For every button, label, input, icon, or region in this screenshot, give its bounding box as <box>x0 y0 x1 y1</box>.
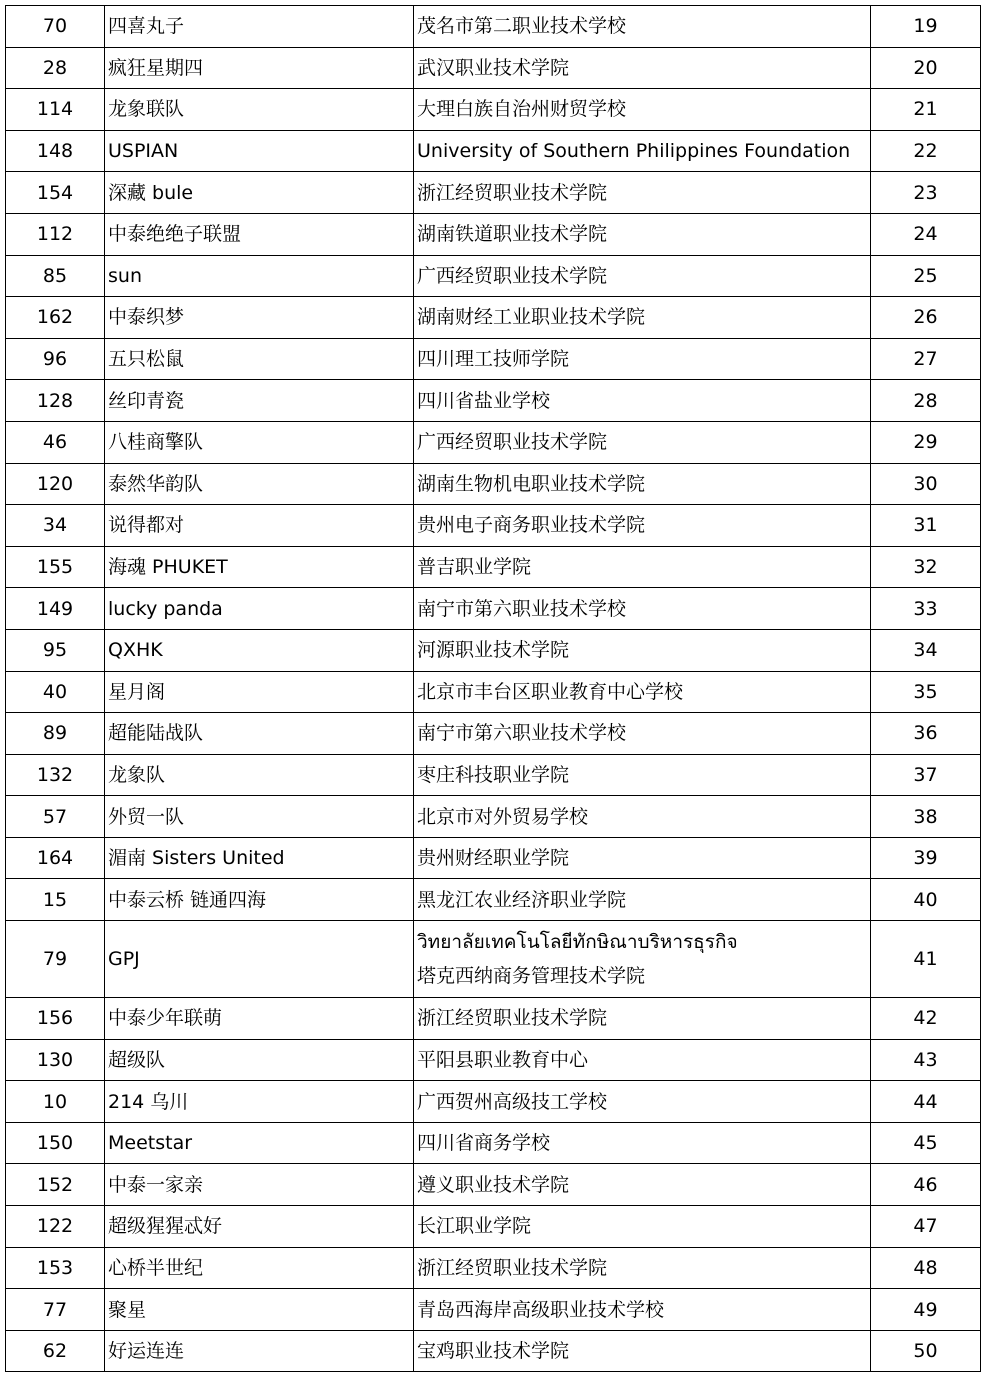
school-name-line: 北京市丰台区职业教育中心学校 <box>417 680 684 703</box>
school-name-cell <box>414 1122 871 1164</box>
school-name-cell <box>414 130 871 172</box>
table-row <box>6 380 981 422</box>
team-id-cell: 132 <box>6 754 105 796</box>
table-row <box>6 1330 981 1372</box>
team-name-cell: 龙象队 <box>105 754 414 796</box>
school-name-line: 长江职业学院 <box>417 1215 532 1238</box>
table-row <box>6 671 981 713</box>
rank-cell: 45 <box>871 1122 981 1164</box>
team-name-cell: 深藏 bule <box>105 172 414 214</box>
rank-cell: 32 <box>871 546 981 588</box>
table-row <box>6 338 981 380</box>
rank-cell: 37 <box>871 754 981 796</box>
school-name-line: วิทยาลัยเทคโนโลยีทักษิณาบริหารธุรกิจ <box>417 931 738 954</box>
team-name-cell: 泰然华韵队 <box>105 463 414 505</box>
school-name-line: 河源职业技术学院 <box>417 639 570 662</box>
table-row <box>6 713 981 755</box>
table-row <box>6 1247 981 1289</box>
school-name-line: 武汉职业技术学院 <box>417 56 570 79</box>
school-name-line: 茂名市第二职业技术学校 <box>417 15 627 38</box>
table-row <box>6 172 981 214</box>
team-name-cell: QXHK <box>105 629 414 671</box>
school-name-line: 浙江经贸职业技术学院 <box>417 181 608 204</box>
table-row <box>6 879 981 921</box>
table-row <box>6 1206 981 1248</box>
school-name-line: 大理白族自治州财贸学校 <box>417 98 627 121</box>
rank-cell: 29 <box>871 421 981 463</box>
school-name-line: 湖南生物机电职业技术学院 <box>417 472 646 495</box>
team-id-cell: 77 <box>6 1289 105 1331</box>
rank-cell: 34 <box>871 629 981 671</box>
rank-cell: 36 <box>871 713 981 755</box>
school-name-line: 浙江经贸职业技术学院 <box>417 1256 608 1279</box>
school-name-line: 贵州财经职业学院 <box>417 847 570 870</box>
team-id-cell: 96 <box>6 338 105 380</box>
rank-cell: 26 <box>871 297 981 339</box>
school-name-line: 遵义职业技术学院 <box>417 1173 570 1196</box>
rank-cell: 33 <box>871 588 981 630</box>
school-name-cell <box>414 754 871 796</box>
school-name-line: 南宁市第六职业技术学校 <box>417 597 627 620</box>
team-name-cell: 说得都对 <box>105 505 414 547</box>
school-name-cell <box>414 1206 871 1248</box>
table-row <box>6 837 981 879</box>
team-id-cell: 112 <box>6 213 105 255</box>
team-id-cell: 128 <box>6 380 105 422</box>
team-name-cell: 心桥半世纪 <box>105 1247 414 1289</box>
team-name-cell: lucky panda <box>105 588 414 630</box>
team-name-cell: 丝印青瓷 <box>105 380 414 422</box>
team-id-cell: 130 <box>6 1039 105 1081</box>
team-id-cell: 120 <box>6 463 105 505</box>
rank-cell: 24 <box>871 213 981 255</box>
team-name-cell: 中泰绝绝子联盟 <box>105 213 414 255</box>
school-name-line: 四川理工技师学院 <box>417 348 570 371</box>
team-id-cell: 150 <box>6 1122 105 1164</box>
school-name-cell <box>414 921 871 998</box>
team-id-cell: 154 <box>6 172 105 214</box>
rank-cell: 27 <box>871 338 981 380</box>
team-name-cell: 疯狂星期四 <box>105 47 414 89</box>
school-name-cell <box>414 546 871 588</box>
school-name-cell <box>414 1081 871 1123</box>
table-row <box>6 1039 981 1081</box>
school-name-line: 湖南铁道职业技术学院 <box>417 223 608 246</box>
school-name-line: 贵州电子商务职业技术学院 <box>417 514 646 537</box>
table-row <box>6 463 981 505</box>
rank-cell: 30 <box>871 463 981 505</box>
rank-cell: 20 <box>871 47 981 89</box>
team-name-cell: 中泰一家亲 <box>105 1164 414 1206</box>
school-name-cell <box>414 1164 871 1206</box>
rank-cell: 50 <box>871 1330 981 1372</box>
rank-cell: 39 <box>871 837 981 879</box>
rank-cell: 35 <box>871 671 981 713</box>
team-id-cell: 40 <box>6 671 105 713</box>
school-name-line: 四川省盐业学校 <box>417 389 551 412</box>
team-name-cell: 四喜丸子 <box>105 6 414 48</box>
team-name-cell: 八桂商擎队 <box>105 421 414 463</box>
school-name-cell <box>414 505 871 547</box>
team-name-cell: 湄南 Sisters United <box>105 837 414 879</box>
table-row <box>6 546 981 588</box>
team-id-cell: 122 <box>6 1206 105 1248</box>
school-name-cell <box>414 713 871 755</box>
school-name-cell <box>414 47 871 89</box>
school-name-line: 枣庄科技职业学院 <box>417 763 570 786</box>
school-name-cell <box>414 213 871 255</box>
rank-cell: 42 <box>871 998 981 1040</box>
school-name-line: 广西贺州高级技工学校 <box>417 1090 608 1113</box>
school-name-cell <box>414 1247 871 1289</box>
team-id-cell: 46 <box>6 421 105 463</box>
rank-cell: 49 <box>871 1289 981 1331</box>
school-name-cell <box>414 629 871 671</box>
team-id-cell: 85 <box>6 255 105 297</box>
school-name-line: University of Southern Philippines Foundation <box>417 140 851 163</box>
school-name-cell <box>414 796 871 838</box>
table-row <box>6 213 981 255</box>
table-row <box>6 629 981 671</box>
rank-cell: 47 <box>871 1206 981 1248</box>
table-row <box>6 1122 981 1164</box>
school-name-cell <box>414 255 871 297</box>
school-name-line: 宝鸡职业技术学院 <box>417 1340 570 1363</box>
team-name-cell: 214 乌川 <box>105 1081 414 1123</box>
team-id-cell: 89 <box>6 713 105 755</box>
team-name-cell: 中泰织梦 <box>105 297 414 339</box>
school-name-line: 湖南财经工业职业技术学院 <box>417 306 646 329</box>
team-name-cell: 超级队 <box>105 1039 414 1081</box>
team-name-cell: 中泰少年联萌 <box>105 998 414 1040</box>
school-name-line: 塔克西纳商务管理技术学院 <box>417 965 646 988</box>
school-name-cell <box>414 421 871 463</box>
school-name-line: 平阳县职业教育中心 <box>417 1048 589 1071</box>
school-name-line: 南宁市第六职业技术学校 <box>417 722 627 745</box>
team-id-cell: 153 <box>6 1247 105 1289</box>
table-row <box>6 6 981 48</box>
team-id-cell: 162 <box>6 297 105 339</box>
team-id-cell: 15 <box>6 879 105 921</box>
team-id-cell: 62 <box>6 1330 105 1372</box>
rank-cell: 40 <box>871 879 981 921</box>
table-row <box>6 297 981 339</box>
rank-cell: 22 <box>871 130 981 172</box>
rank-cell: 19 <box>871 6 981 48</box>
team-name-cell: 星月阁 <box>105 671 414 713</box>
team-name-cell: 中泰云桥 链通四海 <box>105 879 414 921</box>
team-id-cell: 34 <box>6 505 105 547</box>
school-name-line: 青岛西海岸高级职业技术学校 <box>417 1298 665 1321</box>
results-table <box>5 5 981 1372</box>
rank-cell: 25 <box>871 255 981 297</box>
table-row <box>6 421 981 463</box>
team-name-cell: 聚星 <box>105 1289 414 1331</box>
table-row <box>6 921 981 998</box>
school-name-line: 北京市对外贸易学校 <box>417 805 589 828</box>
table-row <box>6 255 981 297</box>
school-name-cell <box>414 837 871 879</box>
team-id-cell: 156 <box>6 998 105 1040</box>
school-name-line: 黑龙江农业经济职业学院 <box>417 888 627 911</box>
school-name-cell <box>414 1039 871 1081</box>
school-name-cell <box>414 998 871 1040</box>
team-name-cell: 超级猩猩忒好 <box>105 1206 414 1248</box>
team-id-cell: 95 <box>6 629 105 671</box>
team-id-cell: 148 <box>6 130 105 172</box>
team-name-cell: 龙象联队 <box>105 89 414 131</box>
results-table-body <box>6 6 981 1372</box>
rank-cell: 46 <box>871 1164 981 1206</box>
rank-cell: 43 <box>871 1039 981 1081</box>
rank-cell: 48 <box>871 1247 981 1289</box>
team-name-cell: 超能陆战队 <box>105 713 414 755</box>
school-name-cell <box>414 1330 871 1372</box>
team-name-cell: 外贸一队 <box>105 796 414 838</box>
table-row <box>6 796 981 838</box>
team-name-cell: GPJ <box>105 921 414 998</box>
rank-cell: 31 <box>871 505 981 547</box>
table-row <box>6 1164 981 1206</box>
school-name-cell <box>414 588 871 630</box>
table-row <box>6 1081 981 1123</box>
table-row <box>6 588 981 630</box>
rank-cell: 28 <box>871 380 981 422</box>
school-name-line: 广西经贸职业技术学院 <box>417 264 608 287</box>
team-name-cell: Meetstar <box>105 1122 414 1164</box>
school-name-cell <box>414 89 871 131</box>
team-id-cell: 164 <box>6 837 105 879</box>
school-name-line: 四川省商务学校 <box>417 1132 551 1155</box>
school-name-cell <box>414 338 871 380</box>
team-id-cell: 70 <box>6 6 105 48</box>
table-row <box>6 130 981 172</box>
rank-cell: 23 <box>871 172 981 214</box>
table-row <box>6 1289 981 1331</box>
table-row <box>6 754 981 796</box>
team-name-cell: 海魂 PHUKET <box>105 546 414 588</box>
team-id-cell: 149 <box>6 588 105 630</box>
school-name-cell <box>414 172 871 214</box>
team-id-cell: 10 <box>6 1081 105 1123</box>
team-id-cell: 79 <box>6 921 105 998</box>
rank-cell: 41 <box>871 921 981 998</box>
team-id-cell: 152 <box>6 1164 105 1206</box>
team-id-cell: 28 <box>6 47 105 89</box>
table-row <box>6 505 981 547</box>
school-name-cell <box>414 380 871 422</box>
team-name-cell: sun <box>105 255 414 297</box>
school-name-cell <box>414 463 871 505</box>
team-name-cell: 五只松鼠 <box>105 338 414 380</box>
school-name-cell <box>414 1289 871 1331</box>
school-name-line: 浙江经贸职业技术学院 <box>417 1007 608 1030</box>
team-name-cell: 好运连连 <box>105 1330 414 1372</box>
table-row <box>6 47 981 89</box>
school-name-cell <box>414 671 871 713</box>
school-name-cell <box>414 879 871 921</box>
school-name-cell <box>414 6 871 48</box>
rank-cell: 44 <box>871 1081 981 1123</box>
team-id-cell: 114 <box>6 89 105 131</box>
table-row <box>6 998 981 1040</box>
team-name-cell: USPIAN <box>105 130 414 172</box>
team-id-cell: 155 <box>6 546 105 588</box>
table-row <box>6 89 981 131</box>
team-id-cell: 57 <box>6 796 105 838</box>
rank-cell: 38 <box>871 796 981 838</box>
school-name-line: 广西经贸职业技术学院 <box>417 431 608 454</box>
school-name-cell <box>414 297 871 339</box>
rank-cell: 21 <box>871 89 981 131</box>
school-name-line: 普吉职业学院 <box>417 556 532 579</box>
